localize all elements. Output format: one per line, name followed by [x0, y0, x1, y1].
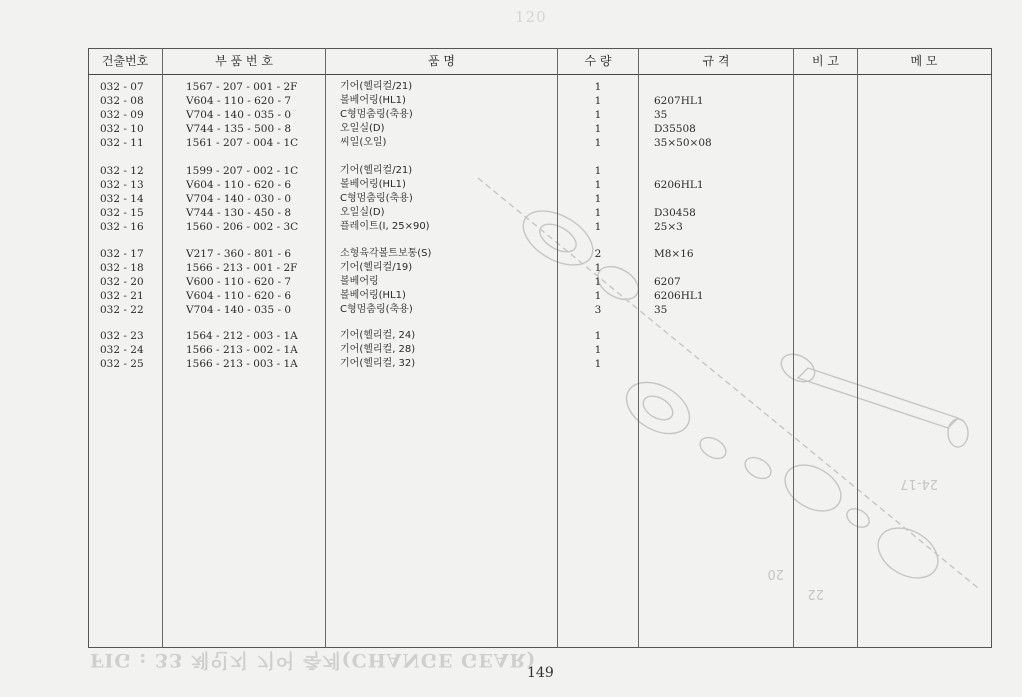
cell-spec: 6206HL1 — [654, 179, 704, 191]
drawing-label-3: 22 — [807, 586, 824, 601]
drawing-label-2: 20 — [767, 566, 784, 581]
cell-name: 기어(헬리컬/21) — [340, 165, 413, 176]
cell-spec: 6206HL1 — [654, 290, 704, 302]
cell-qty: 1 — [594, 262, 602, 274]
cell-no: 032 - 10 — [100, 123, 144, 135]
cell-part: V217 - 360 - 801 - 6 — [186, 248, 292, 260]
cell-qty: 1 — [594, 358, 602, 370]
drawing-gear-b-inner — [639, 391, 677, 424]
cell-part: 1561 - 207 - 004 - 1C — [186, 137, 299, 149]
drawing-ring-a — [696, 433, 729, 463]
table-row — [88, 220, 992, 234]
cell-name: 오일실(D) — [340, 207, 385, 218]
cell-part: V744 - 130 - 450 - 8 — [186, 207, 292, 219]
cell-qty: 1 — [594, 207, 602, 219]
cell-part: V600 - 110 - 620 - 7 — [186, 276, 292, 288]
cell-qty: 1 — [594, 290, 602, 302]
cell-part: 1567 - 207 - 001 - 2F — [186, 81, 298, 93]
cell-qty: 1 — [594, 109, 602, 121]
cell-spec: 25×3 — [654, 221, 683, 233]
cell-no: 032 - 18 — [100, 262, 144, 274]
cell-name: 씨일(오일) — [340, 137, 387, 148]
table-row — [88, 80, 992, 94]
bleed-through-page-number: 120 — [515, 8, 547, 26]
cell-part: 1566 - 213 - 003 - 1A — [186, 358, 298, 370]
cell-no: 032 - 09 — [100, 109, 144, 121]
cell-qty: 2 — [594, 248, 602, 260]
table-row — [88, 261, 992, 275]
drawing-shaft-end — [948, 419, 968, 447]
cell-name: 볼베어링(HL1) — [340, 179, 406, 190]
header-spec: 규 격 — [702, 54, 730, 68]
drawing-ring-b — [741, 453, 774, 483]
cell-qty: 1 — [594, 123, 602, 135]
drawing-gear-c — [777, 456, 849, 521]
table-row — [88, 329, 992, 343]
cell-qty: 1 — [594, 165, 602, 177]
cell-spec: 35×50×08 — [654, 137, 712, 149]
cell-no: 032 - 15 — [100, 207, 144, 219]
cell-part: V604 - 110 - 620 - 6 — [186, 290, 292, 302]
table-row — [88, 192, 992, 206]
table-row — [88, 206, 992, 220]
cell-qty: 1 — [594, 221, 602, 233]
cell-spec: 6207HL1 — [654, 95, 704, 107]
cell-part: 1564 - 212 - 003 - 1A — [186, 330, 298, 342]
drawing-bearing-b — [844, 505, 873, 531]
cell-part: V744 - 135 - 500 - 8 — [186, 123, 292, 135]
table-row — [88, 303, 992, 317]
cell-name: 기어(헬리컬/19) — [340, 262, 413, 273]
cell-qty: 1 — [594, 95, 602, 107]
cell-qty: 1 — [594, 193, 602, 205]
cell-qty: 1 — [594, 276, 602, 288]
cell-qty: 1 — [594, 137, 602, 149]
cell-part: V704 - 140 - 035 - 0 — [186, 109, 292, 121]
drawing-gear-b — [618, 372, 699, 444]
cell-qty: 3 — [594, 304, 602, 316]
table-row — [88, 289, 992, 303]
table-row — [88, 343, 992, 357]
table-row — [88, 275, 992, 289]
cell-spec: D35508 — [654, 123, 696, 135]
cell-part: 1560 - 206 - 002 - 3C — [186, 221, 299, 233]
table-row — [88, 164, 992, 178]
cell-name: 기어(헬리컬, 28) — [340, 344, 416, 355]
cell-no: 032 - 20 — [100, 276, 144, 288]
exploded-gear-drawing — [468, 168, 988, 648]
cell-no: 032 - 11 — [100, 137, 144, 149]
parts-list-sheet — [88, 48, 992, 648]
page-number: 149 — [527, 665, 554, 681]
cell-spec: D30458 — [654, 207, 696, 219]
drawing-axis-line — [478, 178, 978, 588]
cell-spec: 35 — [654, 304, 668, 316]
cell-part: V704 - 140 - 030 - 0 — [186, 193, 292, 205]
cell-part: V604 - 110 - 620 - 7 — [186, 95, 292, 107]
table-row — [88, 108, 992, 122]
cell-name: 기어(헬리컬/21) — [340, 81, 413, 92]
cell-name: 볼베어링(HL1) — [340, 290, 406, 301]
cell-no: 032 - 23 — [100, 330, 144, 342]
cell-part: 1566 - 213 - 002 - 1A — [186, 344, 298, 356]
cell-part: 1566 - 213 - 001 - 2F — [186, 262, 298, 274]
cell-no: 032 - 07 — [100, 81, 144, 93]
table-row — [88, 357, 992, 371]
cell-name: C형멈춤링(축용) — [340, 109, 413, 120]
cell-name: 볼베어링 — [340, 276, 379, 287]
cell-name: 오일실(D) — [340, 123, 385, 134]
cell-no: 032 - 17 — [100, 248, 144, 260]
header-memo: 메 모 — [910, 54, 938, 68]
cell-name: C형멈춤링(축용) — [340, 304, 413, 315]
drawing-shaft — [798, 368, 958, 428]
cell-name: 기어(헬리컬, 32) — [340, 358, 416, 369]
cell-part: V604 - 110 - 620 - 6 — [186, 179, 292, 191]
cell-no: 032 - 16 — [100, 221, 144, 233]
cell-no: 032 - 22 — [100, 304, 144, 316]
header-quantity: 수 량 — [584, 54, 612, 68]
bleed-through-figure-caption: FIG : 33 체인지 기어 축계(CHANGE GEAR) — [90, 649, 537, 671]
cell-spec: 35 — [654, 109, 668, 121]
drawing-label-1: 24-17 — [900, 476, 938, 491]
cell-spec: M8×16 — [654, 248, 694, 260]
table-row — [88, 136, 992, 150]
cell-qty: 1 — [594, 344, 602, 356]
cell-qty: 1 — [594, 179, 602, 191]
cell-no: 032 - 12 — [100, 165, 144, 177]
table-row — [88, 122, 992, 136]
cell-name: 기어(헬리컬, 24) — [340, 330, 416, 341]
cell-no: 032 - 25 — [100, 358, 144, 370]
header-part-number: 부 품 번 호 — [215, 54, 273, 68]
cell-part: 1599 - 207 - 002 - 1C — [186, 165, 299, 177]
cell-spec: 6207 — [654, 276, 681, 288]
cell-no: 032 - 24 — [100, 344, 144, 356]
cell-no: 032 - 14 — [100, 193, 144, 205]
cell-no: 032 - 08 — [100, 95, 144, 107]
cell-qty: 1 — [594, 81, 602, 93]
cell-name: C형멈춤링(축용) — [340, 193, 413, 204]
header-no: 건출번호 — [101, 54, 149, 68]
cell-name: 소형육각볼트보통(S) — [340, 248, 432, 259]
cell-qty: 1 — [594, 330, 602, 342]
table-row — [88, 178, 992, 192]
table-row — [88, 94, 992, 108]
cell-part: V704 - 140 - 035 - 0 — [186, 304, 292, 316]
cell-name: 볼베어링(HL1) — [340, 95, 406, 106]
cell-no: 032 - 13 — [100, 179, 144, 191]
cell-no: 032 - 21 — [100, 290, 144, 302]
header-part-name: 품 명 — [428, 54, 455, 68]
cell-name: 플레이트(I, 25×90) — [340, 221, 430, 232]
header-remark: 비 고 — [812, 54, 839, 68]
table-row — [88, 247, 992, 261]
